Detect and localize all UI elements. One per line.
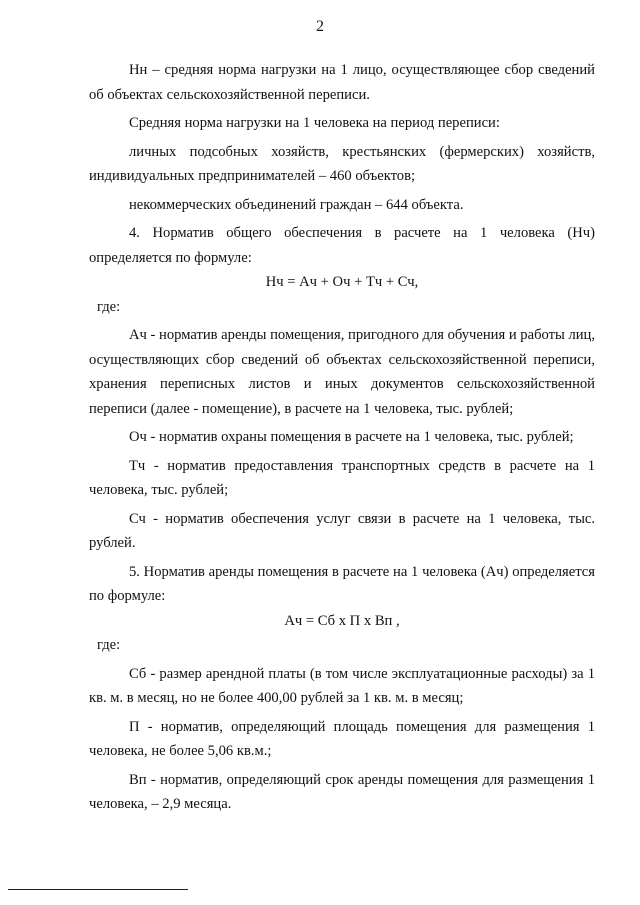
formula-rent-norm: Ач = Сб х П х Вп , — [284, 612, 400, 629]
paragraph-section-4: 4. Норматив общего обеспечения в расчете на 1 человека (Нч) определяется по формуле: — [89, 225, 595, 266]
paragraph-transport-norm-def: Тч - норматив предоставления транспортных средств в расчете на 1 человека, тыс. рублей; — [89, 457, 595, 498]
page-number: 2 — [316, 18, 324, 35]
footnote-separator — [8, 889, 188, 890]
paragraph-rent-payment-def: Сб - размер арендной платы (в том числе эксплуатационные расходы) за 1 кв. м. в месяц, но не более 400,00 рублей за 1 кв. м. в месяц; — [89, 665, 595, 706]
document-body — [89, 58, 595, 817]
paragraph-noncommercial-load: некоммерческих объединений граждан – 644 объекта. — [129, 196, 464, 213]
paragraph-area-norm-def: П - норматив, определяющий площадь помещения для размещения 1 человека, не более 5,06 кв.м.; — [89, 718, 595, 759]
paragraph-section-5: 5. Норматив аренды помещения в расчете на 1 человека (Ач) определяется по формуле: — [89, 563, 595, 604]
paragraph-average-load-intro: Средняя норма нагрузки на 1 человека на период переписи: — [129, 115, 500, 131]
where-label-2: где: — [97, 637, 121, 653]
paragraph-households-load: личных подсобных хозяйств, крестьянских (фермерских) хозяйств, индивидуальных предпринимателей – 460 объектов; — [89, 143, 595, 184]
paragraph-load-norm-definition: Нн – средняя норма нагрузки на 1 лицо, осуществляющее сбор сведений об объектах сельскохозяйственной переписи. — [89, 62, 595, 103]
paragraph-security-norm-def: Оч - норматив охраны помещения в расчете на 1 человека, тыс. рублей; — [129, 429, 574, 445]
paragraph-communication-norm-def: Сч - норматив обеспечения услуг связи в расчете на 1 человека, тыс. рублей. — [89, 510, 595, 551]
formula-general-norm: Нч = Ач + Оч + Тч + Сч, — [265, 274, 419, 290]
where-label-1: где: — [97, 298, 121, 315]
paragraph-rent-norm-def: Ач - норматив аренды помещения, пригодного для обучения и работы лиц, осуществляющих сбор сведений об объектах сельскохозяйственной переписи, хранения переписных листов и иных документов сельскохозяйственной переписи (далее - помещение), в расчете на 1 человека, тыс. рублей; — [89, 327, 595, 417]
paragraph-rent-term-def: Вп - норматив, определяющий срок аренды помещения для размещения 1 человека, – 2,9 месяца. — [89, 771, 595, 812]
